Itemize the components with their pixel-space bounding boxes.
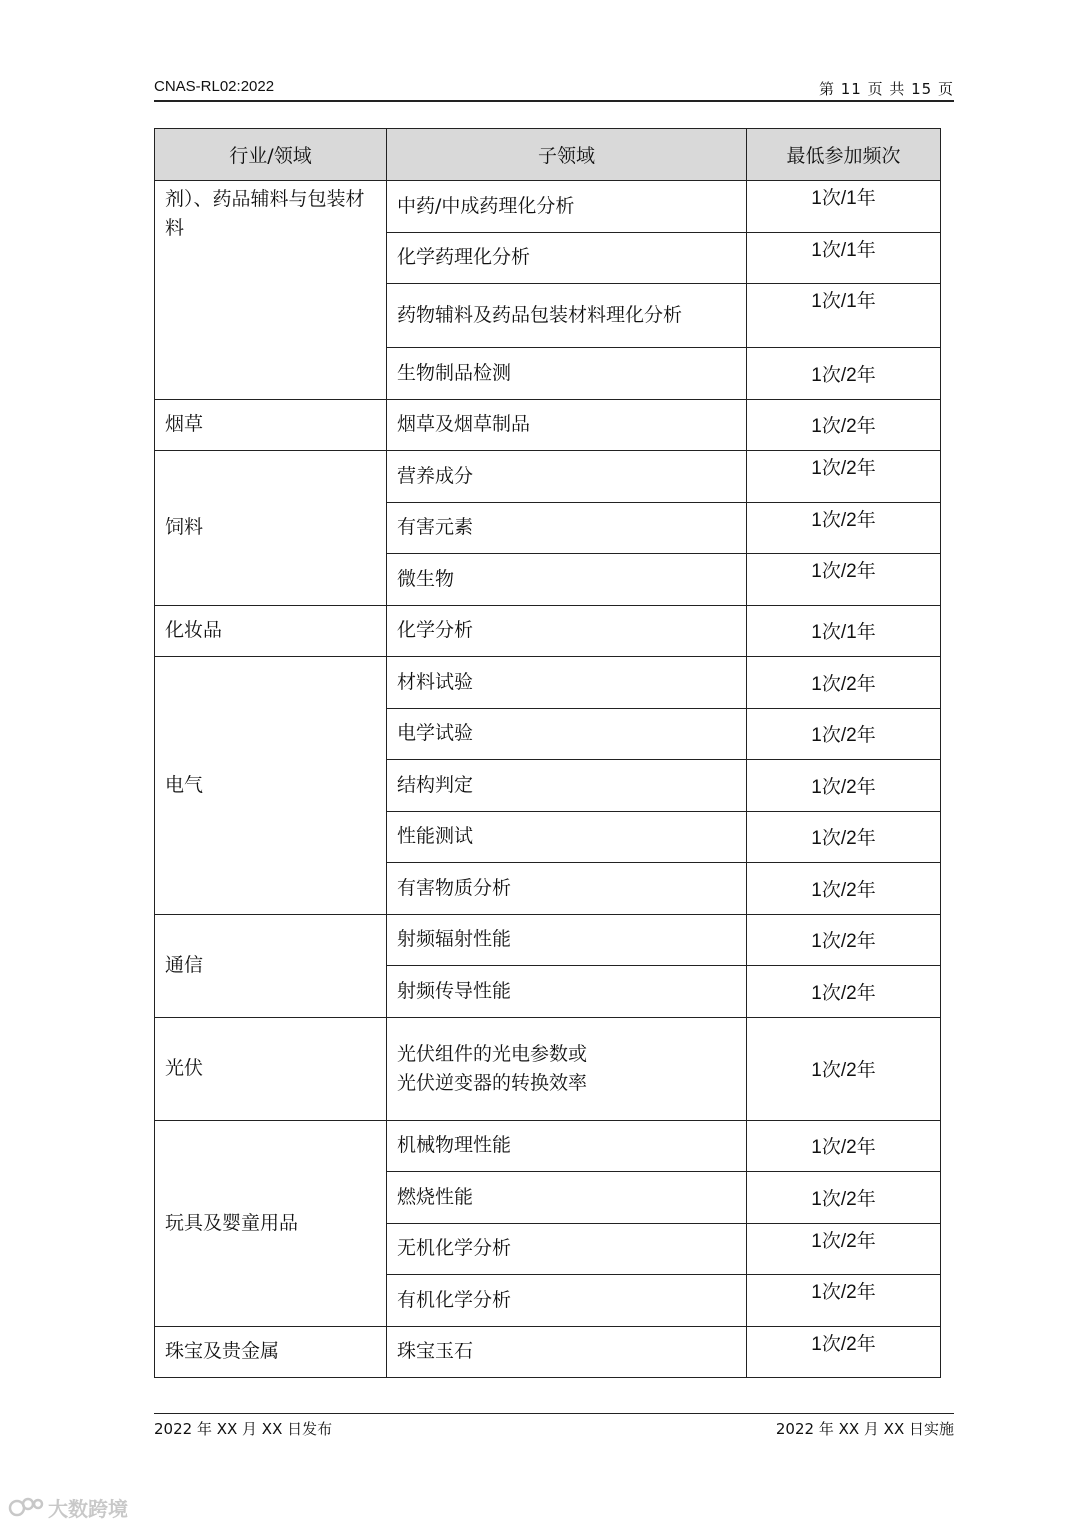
frequency-cell: 1次/2年 [747,914,941,966]
subfield-cell: 珠宝玉石 [387,1326,747,1378]
watermark-logo-icon [8,1496,44,1518]
frequency-cell: 1次/2年 [747,1223,941,1275]
frequency-cell: 1次/2年 [747,451,941,503]
industry-cell: 烟草 [155,399,387,451]
frequency-cell: 1次/2年 [747,657,941,709]
subfield-cell: 有害物质分析 [387,863,747,915]
publish-date: 2022 年 XX 月 XX 日发布 [154,1420,333,1438]
subfield-cell: 材料试验 [387,657,747,709]
watermark-text: 大数跨境 [48,1496,128,1521]
frequency-cell: 1次/2年 [747,399,941,451]
frequency-cell: 1次/1年 [747,284,941,348]
subfield-cell: 结构判定 [387,760,747,812]
subfield-cell: 有害元素 [387,502,747,554]
industry-cell: 珠宝及贵金属 [155,1326,387,1378]
frequency-cell: 1次/1年 [747,181,941,233]
table-row [155,605,941,657]
implement-date: 2022 年 XX 月 XX 日实施 [775,1420,954,1438]
frequency-cell: 1次/2年 [747,863,941,915]
frequency-cell: 1次/2年 [747,760,941,812]
header-subfield: 子领域 [387,129,747,181]
subfield-cell: 中药/中成药理化分析 [387,181,747,233]
industry-cell: 饲料 [155,451,387,606]
table-row [155,914,941,966]
subfield-cell: 化学药理化分析 [387,232,747,284]
page-footer [154,1413,954,1440]
frequency-cell: 1次/2年 [747,554,941,606]
table-row [155,1326,941,1378]
frequency-cell: 1次/2年 [747,348,941,400]
frequency-table [154,128,941,1378]
table-header-row [155,129,941,181]
industry-cell: 剂）、药品辅料与包装材料 [155,181,387,400]
table-row [155,657,941,709]
subfield-cell: 电学试验 [387,708,747,760]
frequency-cell: 1次/2年 [747,708,941,760]
subfield-line: 光伏组件的光电参数或 [397,1042,588,1065]
page-header [154,76,954,102]
subfield-cell: 性能测试 [387,811,747,863]
frequency-cell: 1次/2年 [747,502,941,554]
subfield-cell: 射频传导性能 [387,966,747,1018]
industry-cell: 电气 [155,657,387,915]
table-row [155,451,941,503]
subfield-line: 光伏逆变器的转换效率 [397,1071,588,1094]
subfield-cell: 机械物理性能 [387,1120,747,1172]
frequency-cell: 1次/1年 [747,605,941,657]
frequency-cell: 1次/1年 [747,232,941,284]
header-frequency: 最低参加频次 [747,129,941,181]
frequency-cell: 1次/2年 [747,1326,941,1378]
subfield-cell: 化学分析 [387,605,747,657]
subfield-cell [387,1017,747,1120]
document-code: CNAS-RL02:2022 [154,78,275,95]
subfield-cell: 营养成分 [387,451,747,503]
frequency-cell: 1次/2年 [747,1275,941,1327]
industry-cell: 玩具及婴童用品 [155,1120,387,1326]
subfield-cell: 药物辅料及药品包装材料理化分析 [387,284,747,348]
subfield-cell: 烟草及烟草制品 [387,399,747,451]
table-row [155,181,941,233]
subfield-cell: 无机化学分析 [387,1223,747,1275]
table-row [155,1017,941,1120]
subfield-cell: 射频辐射性能 [387,914,747,966]
subfield-cell: 生物制品检测 [387,348,747,400]
frequency-cell: 1次/2年 [747,1120,941,1172]
industry-cell: 通信 [155,914,387,1017]
page-number: 第 11 页 共 15 页 [818,80,954,98]
industry-cell: 化妆品 [155,605,387,657]
frequency-cell: 1次/2年 [747,966,941,1018]
frequency-cell: 1次/2年 [747,811,941,863]
watermark [8,1494,128,1520]
table-row [155,399,941,451]
table-row [155,1120,941,1172]
subfield-cell: 有机化学分析 [387,1275,747,1327]
frequency-cell: 1次/2年 [747,1172,941,1224]
header-industry: 行业/领域 [155,129,387,181]
frequency-cell: 1次/2年 [747,1017,941,1120]
subfield-cell: 微生物 [387,554,747,606]
industry-cell: 光伏 [155,1017,387,1120]
subfield-cell: 燃烧性能 [387,1172,747,1224]
